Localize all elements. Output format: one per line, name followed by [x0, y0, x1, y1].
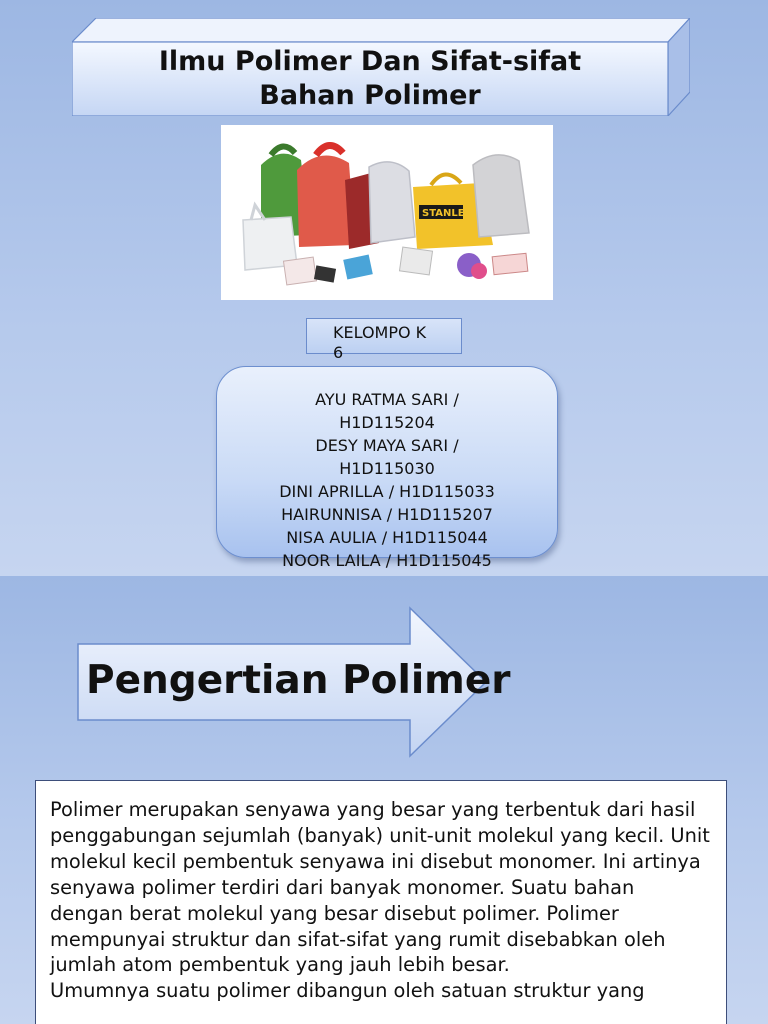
group-label: [306, 318, 462, 362]
stanley-logo-text: STANLEY: [422, 208, 472, 219]
member-line: DINI APRILLA / H1D115033: [279, 482, 495, 501]
member-line: NISA AULIA / H1D115044: [286, 528, 488, 547]
member-line: H1D115204: [339, 413, 435, 432]
definition-paragraph: Polimer merupakan senyawa yang besar yang terbentuk dari hasil penggabungan sejumlah (banyak) unit-unit molekul yang kecil. Unit molekul kecil pembentuk senyawa ini disebut monomer. Ini artinya senyawa polimer terdiri dari banyak monomer. Suatu bahan dengan berat molekul yang besar disebut polimer. Polimer mempunyai struktur dan sifat-sifat yang rumit disebabkan oleh jumlah atom pembentuk yang jauh lebih besar.: [50, 798, 710, 977]
member-line: AYU RATMA SARI /: [315, 390, 459, 409]
title-line-1: Ilmu Polimer Dan Sifat-sifat: [158, 46, 582, 77]
title-line-2: Bahan Polimer: [259, 80, 481, 111]
members-list: [216, 388, 558, 572]
definition-textbox: [35, 780, 727, 1024]
member-line: H1D115030: [339, 459, 435, 478]
member-line: DESY MAYA SARI /: [315, 436, 459, 455]
definition-paragraph-2: Umumnya suatu polimer dibangun oleh satuan struktur yang: [50, 979, 645, 1003]
plastic-bags-photo: [221, 125, 553, 300]
slide-title-text: [72, 42, 668, 116]
slide-definition: [0, 576, 768, 1024]
group-label-text: KELOMPO K 6: [333, 323, 427, 362]
section-heading: Pengertian Polimer: [86, 658, 511, 703]
member-line: NOOR LAILA / H1D115045: [282, 551, 492, 570]
member-line: HAIRUNNISA / H1D115207: [281, 505, 493, 524]
